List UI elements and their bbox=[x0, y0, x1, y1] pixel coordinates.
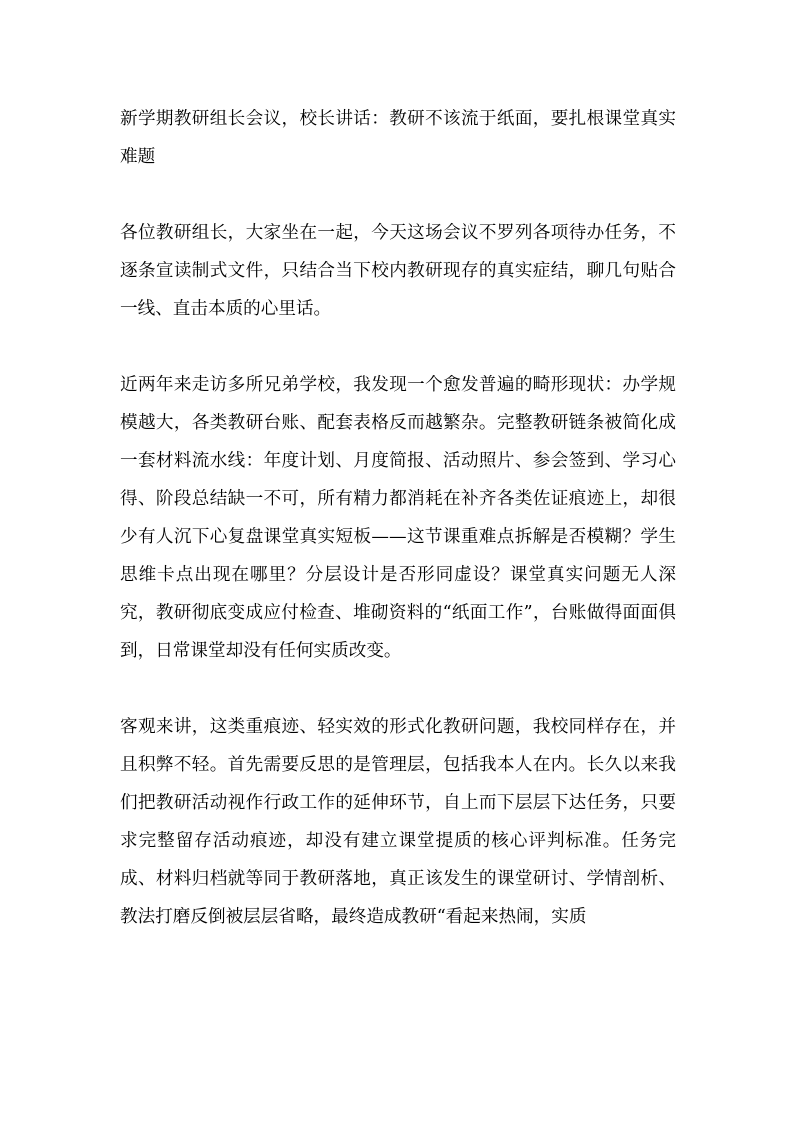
paragraph-1: 各位教研组长，大家坐在一起，今天这场会议不罗列各项待办任务，不逐条宣读制式文件，只结合当下校内教研现存的真实症结，聊几句贴合一线、直击本质的心里话。 bbox=[120, 223, 676, 319]
document-title: 新学期教研组长会议，校长讲话：教研不该流于纸面，要扎根课堂真实难题 bbox=[120, 109, 676, 167]
document-body bbox=[120, 100, 676, 974]
paragraph-3: 客观来讲，这类重痕迹、轻实效的形式化教研问题，我校同样存在，并且积弊不轻。首先需要反思的是管理层，包括我本人在内。长久以来我们把教研活动视作行政工作的延伸环节，自上而下层层下达任务，只要求完整留存活动痕迹，却没有建立课堂提质的核心评判标准。任务完成、材料归档就等同于教研落地，真正该发生的课堂研讨、学情剖析、教法打磨反倒被层层省略，最终造成教研“看起来热闹，实质 bbox=[120, 717, 676, 927]
paragraph-2: 近两年来走访多所兄弟学校，我发现一个愈发普遍的畸形现状：办学规模越大，各类教研台账、配套表格反而越繁杂。完整教研链条被简化成一套材料流水线：年度计划、月度简报、活动照片、参会签到、学习心得、阶段总结缺一不可，所有精力都消耗在补齐各类佐证痕迹上，却很少有人沉下心复盘课堂真实短板——这节课重难点拆解是否模糊？学生思维卡点出现在哪里？分层设计是否形同虚设？课堂真实问题无人深究，教研彻底变成应付检查、堆砌资料的“纸面工作”，台账做得面面俱到，日常课堂却没有任何实质改变。 bbox=[120, 375, 676, 661]
